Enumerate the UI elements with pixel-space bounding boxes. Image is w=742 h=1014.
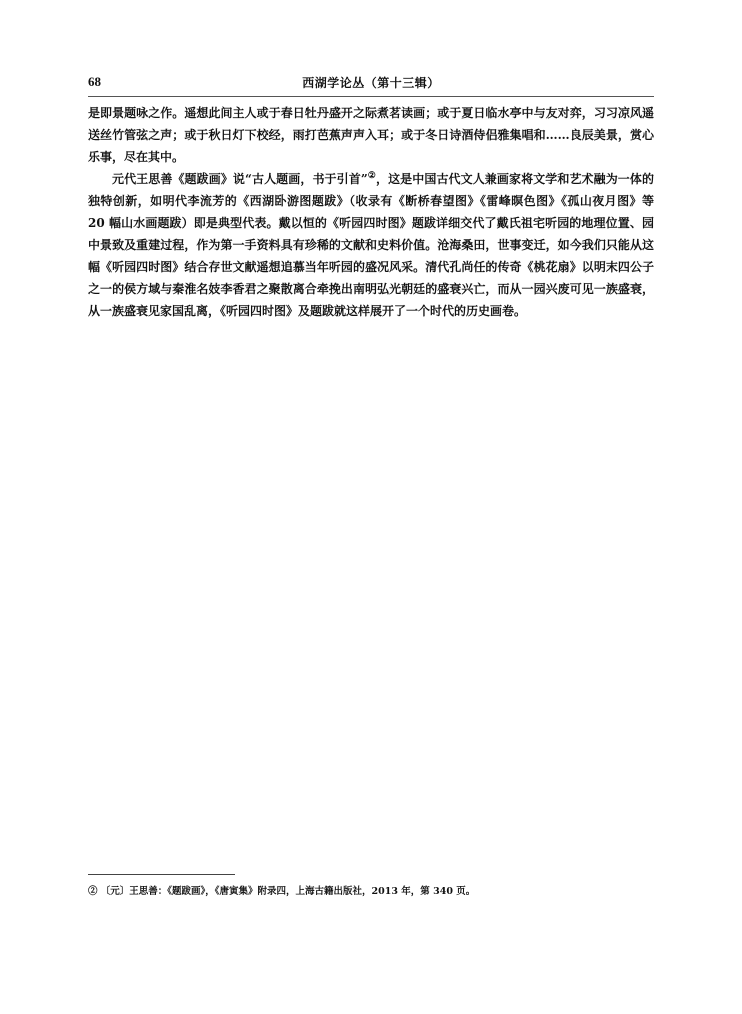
paragraph-2-rest: ，这是中国古代文人兼画家将文学和艺术融为一体的独特创新，如明代李流芳的《西湖卧游图题跋》（收录有《断桥春望图》《雷峰暝色图》《孤山夜月图》等 20 幅山水画题跋）即是典型代表。戴以恒的《听园四时图》题跋详细交代了戴氏祖宅听园的地理位置、园中景致及重建过程，作为第一手资料具有珍稀的文献和史料价值。沧海桑田，世事变迁，如今我们只能从这幅《听园四时图》结合存世文献遥想追慕当年听园的盛况风采。清代孔尚任的传奇《桃花扇》以明末四公子之一的侯方域与秦淮名妓李香君之聚散离合牵挽出南明弘光朝廷的盛衰兴亡，而从一园兴废可见一族盛衰，从一族盛衰见家国乱离，《听园四时图》及题跋就这样展开了一个时代的历史画卷。 (88, 172, 654, 318)
paragraph-2-start: 元代王思善《题跋画》说“古人题画，书于引首” (112, 172, 368, 186)
body-text (88, 102, 654, 322)
header-rule (88, 96, 654, 97)
footnote: ② 〔元〕王思善：《题跋画》，《唐寅集》附录四，上海古籍出版社，2013 年，第 340 页。 (88, 886, 476, 897)
paragraph-1: 是即景题咏之作。遥想此间主人或于春日牡丹盛开之际煮茗读画；或于夏日临水亭中与友对弈，习习凉风遥送丝竹管弦之声；或于秋日灯下校经，雨打芭蕉声声入耳；或于冬日诗酒侍侣雅集唱和……良辰美景，赏心乐事，尽在其中。 (88, 106, 654, 164)
journal-title: 西湖学论丛（第十三辑） (302, 76, 440, 90)
paragraph-2 (88, 168, 654, 322)
footnote-rule (88, 874, 235, 875)
page-number: 68 (88, 74, 101, 89)
footnote-reference[interactable]: ② (367, 171, 376, 181)
